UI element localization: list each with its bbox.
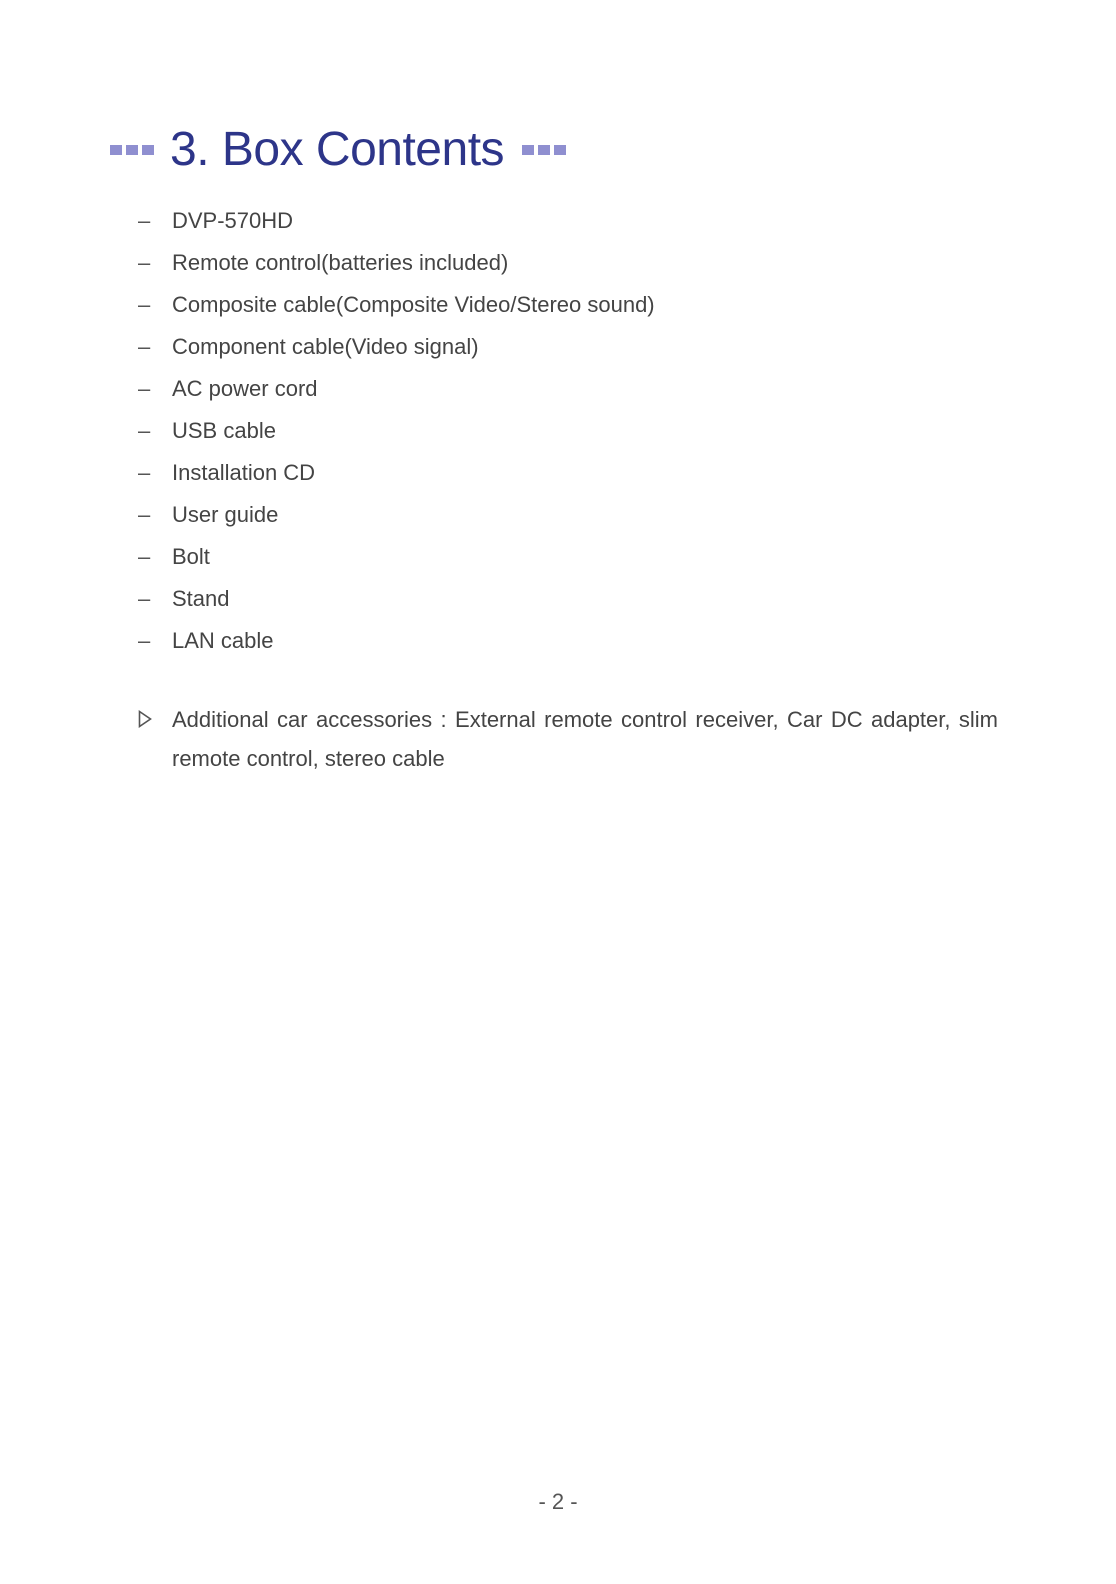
dash-bullet: –	[138, 502, 151, 527]
triangle-right-outline-icon	[138, 700, 172, 778]
list-item-label: Component cable(Video signal)	[172, 334, 479, 359]
list-item	[138, 284, 655, 326]
square-icon	[554, 145, 566, 155]
dash-bullet: –	[138, 418, 151, 443]
square-icon	[142, 145, 154, 155]
title-decoration-right	[522, 145, 566, 155]
list-item	[138, 368, 655, 410]
list-item	[138, 536, 655, 578]
square-icon	[538, 145, 550, 155]
box-contents-list	[138, 200, 655, 662]
list-item	[138, 494, 655, 536]
title-decoration-left	[110, 145, 154, 155]
list-item	[138, 200, 655, 242]
square-icon	[110, 145, 122, 155]
page-number: - 2 -	[538, 1489, 578, 1514]
list-item	[138, 620, 655, 662]
square-icon	[126, 145, 138, 155]
list-item-label: LAN cable	[172, 628, 274, 653]
dash-bullet: –	[138, 208, 151, 233]
list-item	[138, 242, 655, 284]
dash-bullet: –	[138, 460, 151, 485]
square-icon	[522, 145, 534, 155]
triangle-right-outline-icon-svg	[138, 710, 152, 728]
list-item	[138, 410, 655, 452]
additional-accessories-note	[138, 700, 998, 778]
dash-bullet: –	[138, 376, 151, 401]
list-item-label: DVP-570HD	[172, 208, 294, 233]
list-item-label: Installation CD	[172, 460, 316, 485]
list-item-label: AC power cord	[172, 376, 318, 401]
list-item	[138, 326, 655, 368]
list-item-label: Remote control(batteries included)	[172, 250, 509, 275]
dash-bullet: –	[138, 334, 151, 359]
list-item-label: Bolt	[172, 544, 210, 569]
list-item-label: User guide	[172, 502, 279, 527]
note-text: Additional car accessories : External remote control receiver, Car DC adapter, slim remote control, stereo cable	[172, 707, 998, 771]
dash-bullet: –	[138, 544, 151, 569]
list-item-label: Stand	[172, 586, 230, 611]
list-item-label: USB cable	[172, 418, 276, 443]
dash-bullet: –	[138, 250, 151, 275]
list-item	[138, 452, 655, 494]
dash-bullet: –	[138, 292, 151, 317]
dash-bullet: –	[138, 586, 151, 611]
page-title: 3. Box Contents	[170, 123, 505, 176]
list-item-label: Composite cable(Composite Video/Stereo sound)	[172, 292, 655, 317]
dash-bullet: –	[138, 628, 151, 653]
list-item	[138, 578, 655, 620]
page-header	[110, 118, 566, 182]
